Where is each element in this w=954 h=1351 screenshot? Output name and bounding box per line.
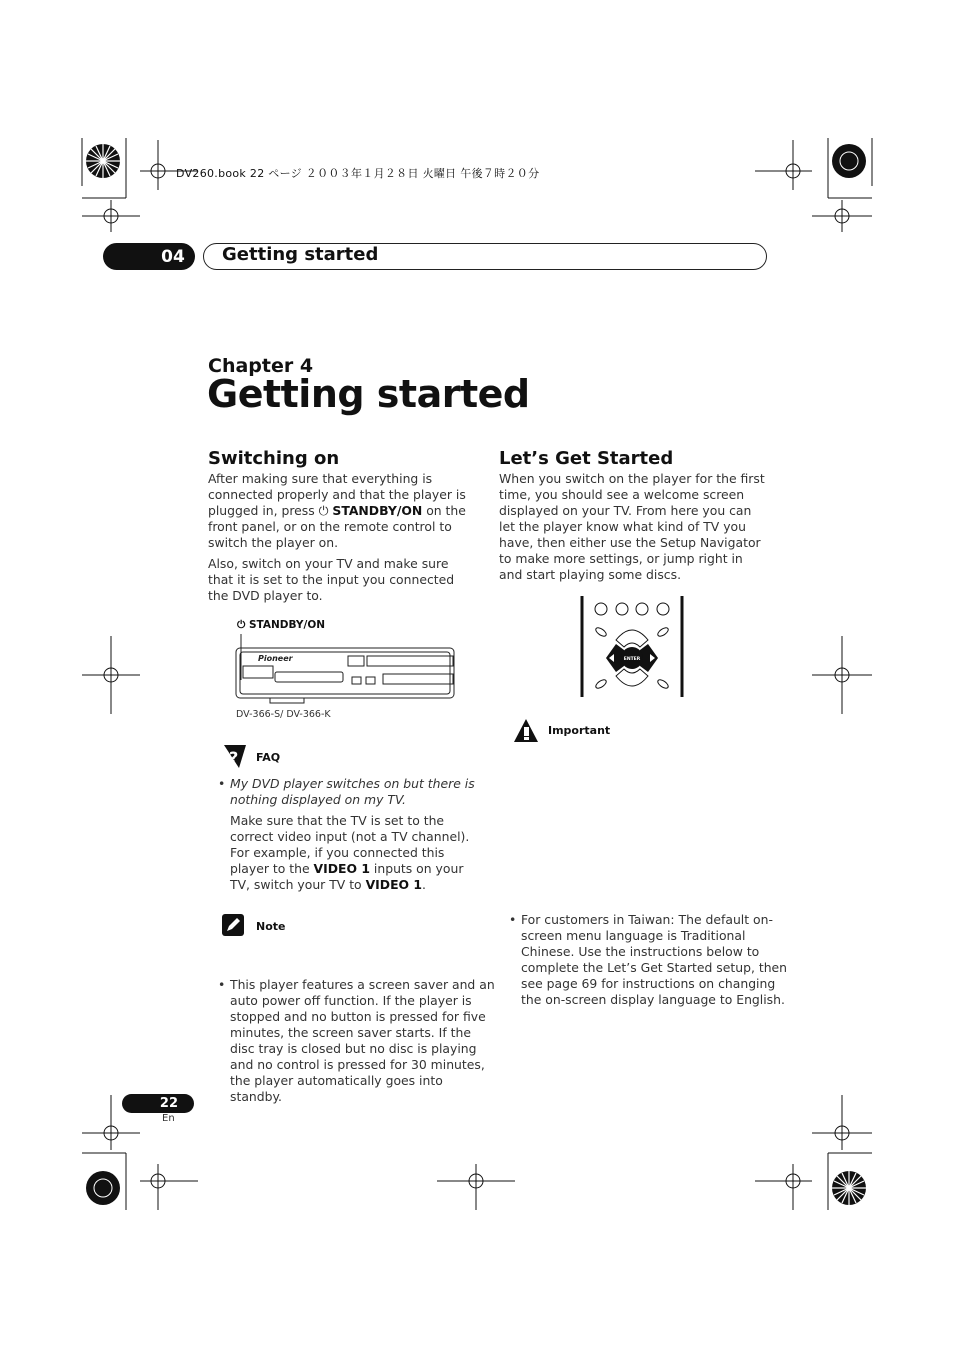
header-title: Getting started [222, 244, 379, 265]
note-label: Note [256, 920, 286, 933]
chapter-label: Chapter 4 [208, 355, 314, 377]
dvd-player-illustration [230, 630, 456, 710]
faq-label: FAQ [256, 751, 281, 764]
note-icon [222, 914, 244, 936]
faq-answer-text-3: . [422, 877, 426, 892]
remote-control-illustration [578, 595, 688, 699]
note-text: • This player features a screen saver and an auto power off function. If the player is stopped and no button is pressed for five minutes, the screen saver starts. If the disc tray is closed but no disc is playing and no control is pressed for 30 minutes, the player automatically goes into standby. [208, 977, 498, 1105]
figure-standby-text: STANDBY/ON [248, 619, 326, 631]
important-label: Important [548, 724, 611, 737]
remote-enter-label: ENTER [623, 657, 641, 662]
faq-icon [221, 742, 249, 770]
switching-on-text: After making sure that everything is connected properly and that the player is plugged in, press [208, 471, 466, 518]
chapter-number: 04 [161, 246, 185, 267]
lets-get-started-heading: Let’s Get Started [499, 448, 674, 469]
important-icon [513, 718, 539, 744]
faq-video1-b: VIDEO 1 [365, 877, 422, 892]
page-title: Getting started [207, 372, 530, 416]
switching-on-paragraph-2: Also, switch on your TV and make sure that it is set to the input you connected the DVD player to. [208, 556, 455, 603]
important-text: • For customers in Taiwan: The default on-screen menu language is Traditional Chinese. Use the instructions below to complete the Let’s Get Started setup, then see page 69 for instructions on changing the on-screen display language to English. [499, 912, 789, 1008]
svg-text:?: ? [229, 748, 239, 767]
figure-brand: Pioneer [258, 654, 293, 663]
switching-on-paragraph-1 [208, 471, 476, 551]
figure-caption: DV-366-S/ DV-366-K [236, 709, 331, 720]
switching-on-text-end: on the front panel, or on the remote control to switch the player on. [208, 503, 466, 550]
switching-on-heading: Switching on [208, 448, 340, 469]
faq-video1-a: VIDEO 1 [313, 861, 370, 876]
page-number-badge [122, 1094, 194, 1113]
power-icon: ⏻ [237, 619, 246, 631]
lets-get-started-text: When you switch on the player for the first time, you should see a welcome screen displayed on your TV. From here you can let the player know what kind of TV you have, then either use the Setup Navigator to make more settings, or jump right in and start playing some discs. [499, 471, 765, 582]
page-number: 22 [159, 1096, 178, 1111]
standby-on-label: STANDBY/ON [332, 503, 423, 518]
power-icon: ⏻ [318, 503, 329, 518]
print-info: DV260.book 22 ページ ２００３年１月２８日 火曜日 午後７時２０分 [176, 167, 540, 180]
faq-answer-text-1: Make sure that the TV is set to the correct video input (not a TV channel). For example, if you connected this player to the [230, 813, 470, 876]
faq-question: • My DVD player switches on but there is nothing displayed on my TV. [208, 776, 498, 808]
page-language: En [162, 1113, 175, 1124]
faq-answer-text-2: inputs on your TV, switch your TV to [230, 861, 464, 892]
chapter-number-badge [103, 243, 195, 270]
faq-answer [230, 813, 476, 893]
